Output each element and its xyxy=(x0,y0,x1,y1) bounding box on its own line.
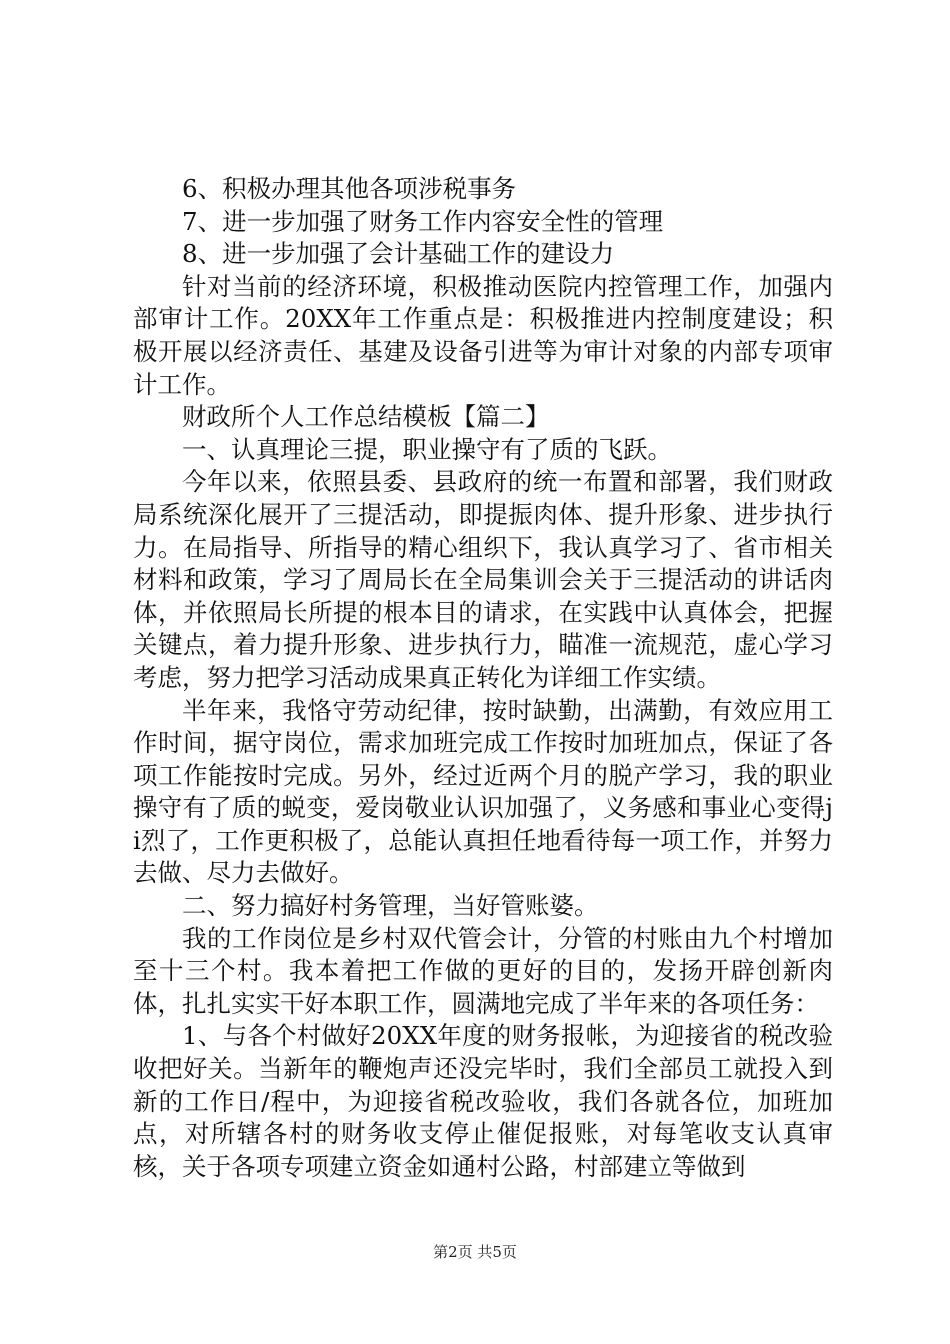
body-text xyxy=(133,173,833,1183)
heading-two: 二、努力搞好村务管理，当好管账婆。 xyxy=(182,891,599,921)
paragraph-discipline: 半年来，我恪守劳动纪律，按时缺勤，出满勤，有效应用工作时间，据守岗位，需求加班完成工作按时加班加点，保证了各项工作能按时完成。另外，经过近两个月的脱产学习，我的职业操守有了质的蜕变，爱岗敬业认识加强了，义务感和事业心变得ji烈了，工作更积极了，总能认真担任地看待每一项工作，并努力去做、尽力去做好。 xyxy=(133,695,833,888)
paragraph-audit: 针对当前的经济环境，积极推动医院内控管理工作，加强内部审计工作。20XX年工作重点是：积极推进内控制度建设；积极开展以经济责任、基建及设备引进等为审计对象的内部专项审计工作。 xyxy=(133,271,833,399)
heading-one: 一、认真理论三提，职业操守有了质的飞跃。 xyxy=(182,434,672,464)
list-item-6: 6、积极办理其他各项涉税事务 xyxy=(182,174,517,203)
list-item-7: 7、进一步加强了财务工作内容安全性的管理 xyxy=(182,206,664,236)
paragraph-item-1: 1、与各个村做好20XX年度的财务报帐，为迎接省的税改验收把好关。当新年的鞭炮声还没完毕时，我们全部员工就投入到新的工作日/程中，为迎接省税改验收，我们各就各位，加班加点，对所辖各村的财务收支停止催促报账，对每笔收支认真审核，关于各项专项建立资金如通村公路，村部建立等做到 xyxy=(133,1021,833,1181)
paragraph-position: 我的工作岗位是乡村双代管会计，分管的村账由九个村增加至十三个村。我本着把工作做的更好的目的，发扬开辟创新肉体，扎扎实实干好本职工作，圆满地完成了半年来的各项任务： xyxy=(133,923,833,1018)
section-title: 财政所个人工作总结模板【篇二】 xyxy=(182,402,550,432)
list-item-8: 8、进一步加强了会计基础工作的建设力 xyxy=(182,239,615,269)
paragraph-study: 今年以来，依照县委、县政府的统一布置和部署，我们财政局系统深化展开了三提活动，即提振肉体、提升形象、进步执行力。在局指导、所指导的精心组织下，我认真学习了、省市相关材料和政策，学习了周局长在全局集训会关于三提活动的讲话肉体，并依照局长所提的根本目的请求，在实践中认真体会，把握关键点，着力提升形象、进步执行力，瞄准一流规范，虚心学习考虑，努力把学习活动成果真正转化为详细工作实绩。 xyxy=(133,467,833,692)
page-number-footer: 第2页 共5页 xyxy=(433,1243,517,1261)
